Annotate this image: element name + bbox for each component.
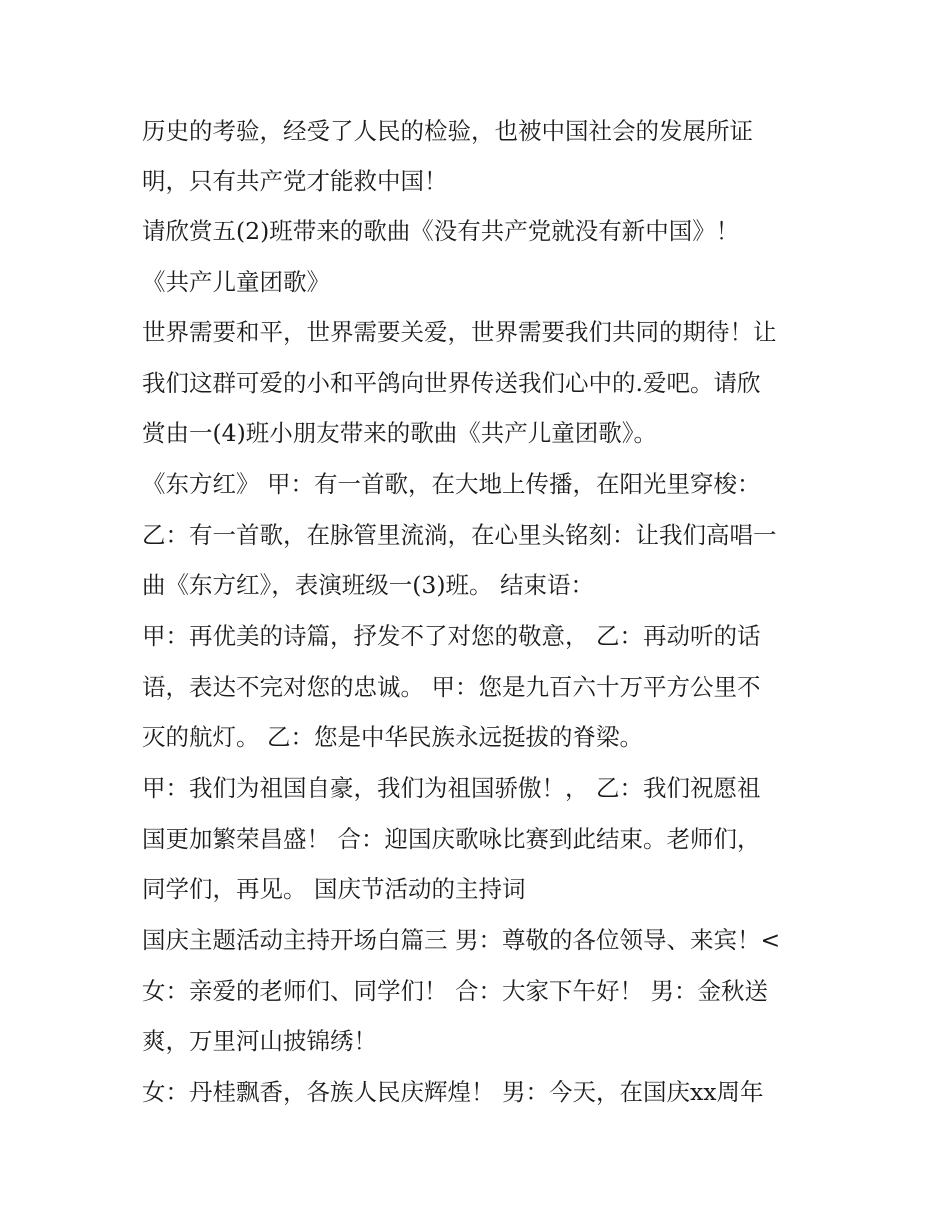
text-line: 语，表达不完对您的忠诚。 甲：您是九百六十万平方公里不 [142, 673, 761, 701]
text-line: 《东方红》 甲：有一首歌，在大地上传播，在阳光里穿梭： [142, 470, 761, 498]
text-line: 甲：我们为祖国自豪，我们为祖国骄傲！， 乙：我们祝愿祖 [142, 774, 761, 802]
text-line: 女：丹桂飘香，各族人民庆辉煌！ 男：今天，在国庆xx周年 [142, 1078, 764, 1106]
text-line: 同学们，再见。 国庆节活动的主持词 [142, 875, 526, 903]
text-line: 曲《东方红》，表演班级一(3)班。 结束语： [142, 571, 595, 599]
text-line: 我们这群可爱的小和平鸽向世界传送我们心中的.爱吧。请欣 [142, 369, 761, 397]
text-line: 甲：再优美的诗篇，抒发不了对您的敬意， 乙：再动听的话 [142, 622, 761, 650]
text-line: 明，只有共产党才能救中国！ [142, 167, 448, 195]
text-line: 世界需要和平，世界需要关爱，世界需要我们共同的期待！让 [142, 318, 777, 346]
text-line: 请欣赏五(2)班带来的歌曲《没有共产党就没有新中国》！ [142, 217, 740, 245]
text-line: 赏由一(4)班小朋友带来的歌曲《共产儿童团歌》。 [142, 419, 658, 447]
text-line: 爽，万里河山披锦绣！ [142, 1027, 377, 1055]
text-line: 灭的航灯。 乙：您是中华民族永远挺拔的脊梁。 [142, 723, 643, 751]
text-line: 国庆主题活动主持开场白篇三 男：尊敬的各位领导、来宾！< [142, 926, 781, 954]
text-line: 《共产儿童团歌》 [142, 268, 330, 296]
text-line: 女：亲爱的老师们、同学们！ 合：大家下午好！ 男：金秋送 [142, 977, 768, 1005]
text-line: 历史的考验，经受了人民的检验，也被中国社会的发展所证 [142, 117, 753, 145]
text-line: 乙：有一首歌，在脉管里流淌，在心里头铭刻：让我们高唱一 [142, 521, 777, 549]
text-line: 国更加繁荣昌盛！ 合：迎国庆歌咏比赛到此结束。老师们， [142, 825, 761, 853]
